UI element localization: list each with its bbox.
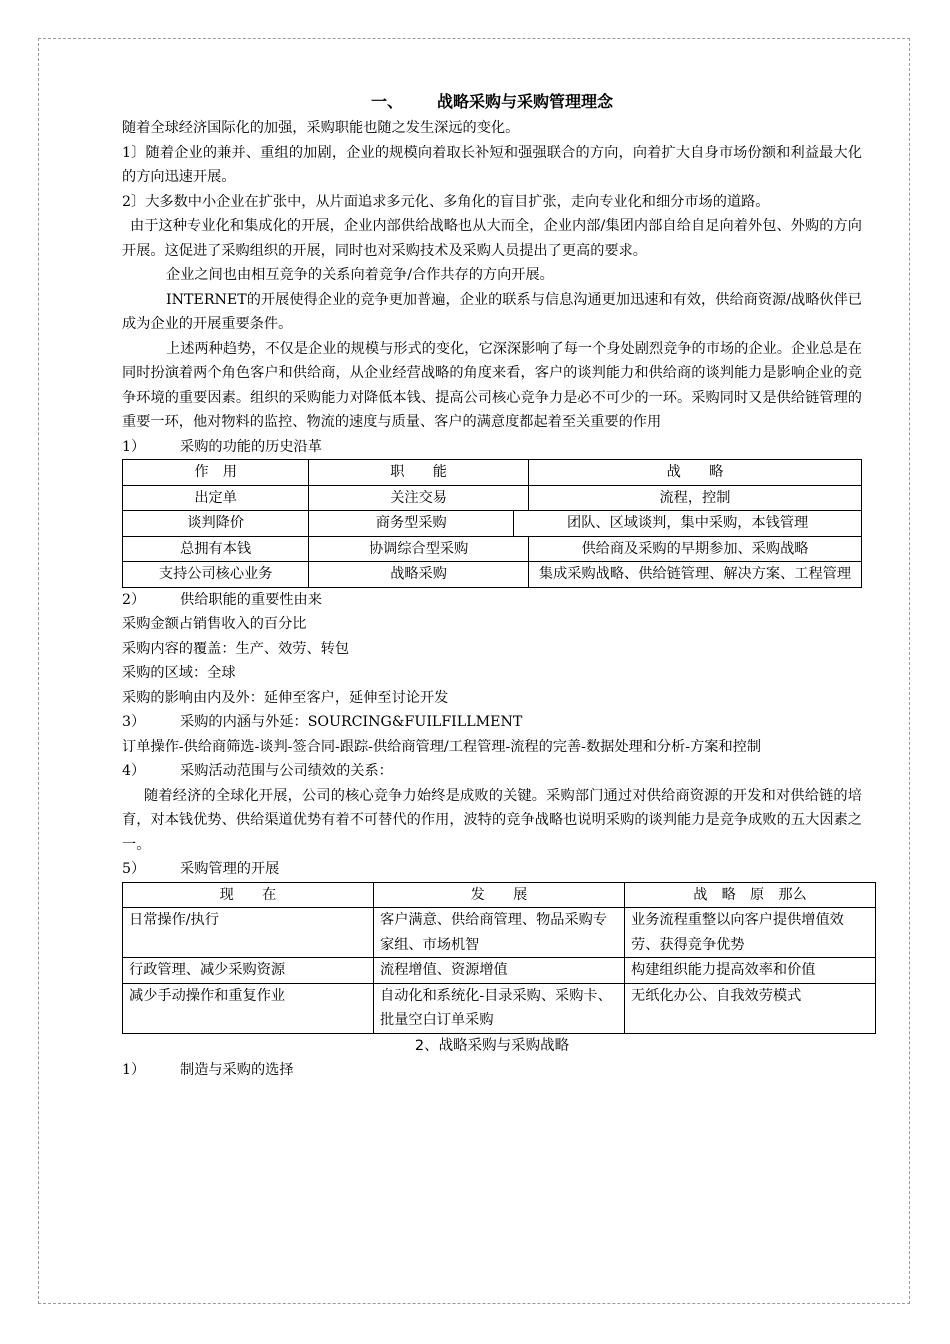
section-4-heading: 4） 采购活动范围与公司绩效的关系：: [122, 763, 393, 779]
intro-paragraph-1: 随着全球经济国际化的加强，采购职能也随之发生深远的变化。: [122, 120, 520, 136]
table-cell: 客户满意、供给商管理、物品采购专家组、市场机智: [374, 908, 625, 958]
table-cell: 减少手动操作和重复作业: [123, 983, 374, 1033]
table-header-row: [123, 460, 862, 486]
table-cell: 总拥有本钱: [123, 536, 309, 562]
section-2-line: 采购内容的覆盖：生产、效劳、转包: [122, 640, 350, 657]
table-cell: 出定单: [123, 485, 309, 511]
table-cell: 关注交易: [309, 485, 529, 511]
table-cell: 团队、区域谈判，集中采购，本钱管理: [567, 515, 809, 531]
section-3-text: 订单操作-供给商筛选-谈判-签合同-跟踪-供给商管理/工程管理-流程的完善-数据处理和分析-方案和控制: [122, 738, 762, 755]
section-1-heading: 1） 采购的功能的历史沿革: [122, 438, 322, 455]
intro-paragraph-7: 上述两种趋势，不仅是企业的规模与形式的变化，它深深影响了每一个身处剧烈竞争的市场的企业。企业总是在同时扮演着两个角色客户和供给商，从企业经营战略的角度来看，客户的谈判能力和供给商的谈判能力是影响企业的竞争环境的重要因素。组织的采购能力对降低本钱、提高公司核心竞争力是必不可少的一环。采购同时又是供给链管理的重要一环，他对物料的监控、物流的速度与质量、客户的满意度都起着至关重要的作用: [122, 340, 862, 430]
intro-paragraph-4: 由于这种专业化和集成化的开展，企业内部供给战略也从大而全，企业内部/集团内部自给自足向着外包、外购的方向开展。这促进了采购组织的开展，同时也对采购技术及采购人员提出了更高的要求。: [122, 218, 862, 259]
table-cell: 供给商及采购的早期参加、采购战略: [528, 536, 861, 562]
title-text: 战略采购与采购管理理念: [437, 92, 614, 111]
title-number: 一、: [370, 92, 403, 111]
document-body: [122, 88, 862, 1083]
function-history-table: [122, 459, 862, 588]
table-split-cell: [309, 511, 862, 537]
section-subtitle: 2、战略采购与采购战略: [414, 1037, 570, 1054]
intro-paragraph-2: 1〕随着企业的兼并、重组的加剧，企业的规模向着取长补短和强强联合的方向，向着扩大自身市场份额和利益最大化的方向迅速开展。: [122, 144, 862, 185]
table-row: [123, 485, 862, 511]
table-row: [123, 983, 876, 1033]
table-header: 战 略: [528, 460, 861, 486]
intro-paragraph-5: 企业之间也由相互竞争的关系向着竞争/合作共存的方向开展。: [166, 267, 554, 283]
table-row: [123, 511, 862, 537]
section-4-text: 随着经济的全球化开展，公司的核心竞争力始终是成败的关键。采购部门通过对供给商资源的开发和对供给链的培育，对本钱优势、供给渠道优势有着不可替代的作用，波特的竞争战略也说明采购的谈判能力是竞争成败的五大因素之一。: [122, 787, 862, 853]
table-cell: 流程，控制: [528, 485, 861, 511]
table-header: 战 略 原 那么: [625, 882, 876, 908]
table-cell: 集成采购战略、供给链管理、解决方案、工程管理: [528, 562, 861, 588]
table-cell: 谈判降价: [123, 511, 309, 537]
table-row: [123, 908, 876, 958]
page-title: [122, 88, 862, 116]
table-cell: 战略采购: [309, 562, 529, 588]
table-cell: 流程增值、资源增值: [374, 958, 625, 984]
intro-paragraph-3: 2〕大多数中小企业在扩张中，从片面追求多元化、多角化的盲目扩张，走向专业化和细分市场的道路。: [122, 193, 770, 210]
table-cell: 商务型采购: [309, 511, 514, 536]
table-row: [123, 536, 862, 562]
section-2-line: 采购金额占销售收入的百分比: [122, 616, 307, 632]
table-row: [123, 958, 876, 984]
table-cell: 业务流程重整以向客户提供增值效劳、获得竞争优势: [625, 908, 876, 958]
table-cell: 行政管理、减少采购资源: [123, 958, 374, 984]
section-3-heading: 3） 采购的内涵与外延：SOURCING&FUILFILLMENT: [122, 714, 523, 730]
table-cell: 日常操作/执行: [123, 908, 374, 958]
intro-paragraph-6: INTERNET的开展使得企业的竞争更加普遍，企业的联系与信息沟通更加迅速和有效，供给商资源/战略伙伴已成为企业的开展重要条件。: [122, 291, 862, 332]
table-row: [123, 562, 862, 588]
table-header: 现 在: [123, 882, 374, 908]
table-header: 发 展: [374, 882, 625, 908]
table-cell: 无纸化办公、自我效劳模式: [625, 983, 876, 1033]
table-header: 作 用: [123, 460, 309, 486]
table-cell: 构建组织能力提高效率和价值: [625, 958, 876, 984]
management-development-table: [122, 882, 876, 1034]
section-5-heading: 5） 采购管理的开展: [122, 861, 280, 877]
table-header: 职 能: [309, 460, 529, 486]
table-cell: 自动化和系统化-目录采购、采购卡、批量空白订单采购: [374, 983, 625, 1033]
section-2-line: 采购的区域：全球: [122, 665, 236, 681]
section-6-heading: 1） 制造与采购的选择: [122, 1062, 294, 1078]
section-2-line: 采购的影响由内及外：延伸至客户，延伸至讨论开发: [122, 689, 449, 706]
table-header-row: [123, 882, 876, 908]
table-cell: 协调综合型采购: [309, 536, 529, 562]
section-2-heading: 2） 供给职能的重要性由来: [122, 591, 322, 608]
table-cell: 支持公司核心业务: [123, 562, 309, 588]
